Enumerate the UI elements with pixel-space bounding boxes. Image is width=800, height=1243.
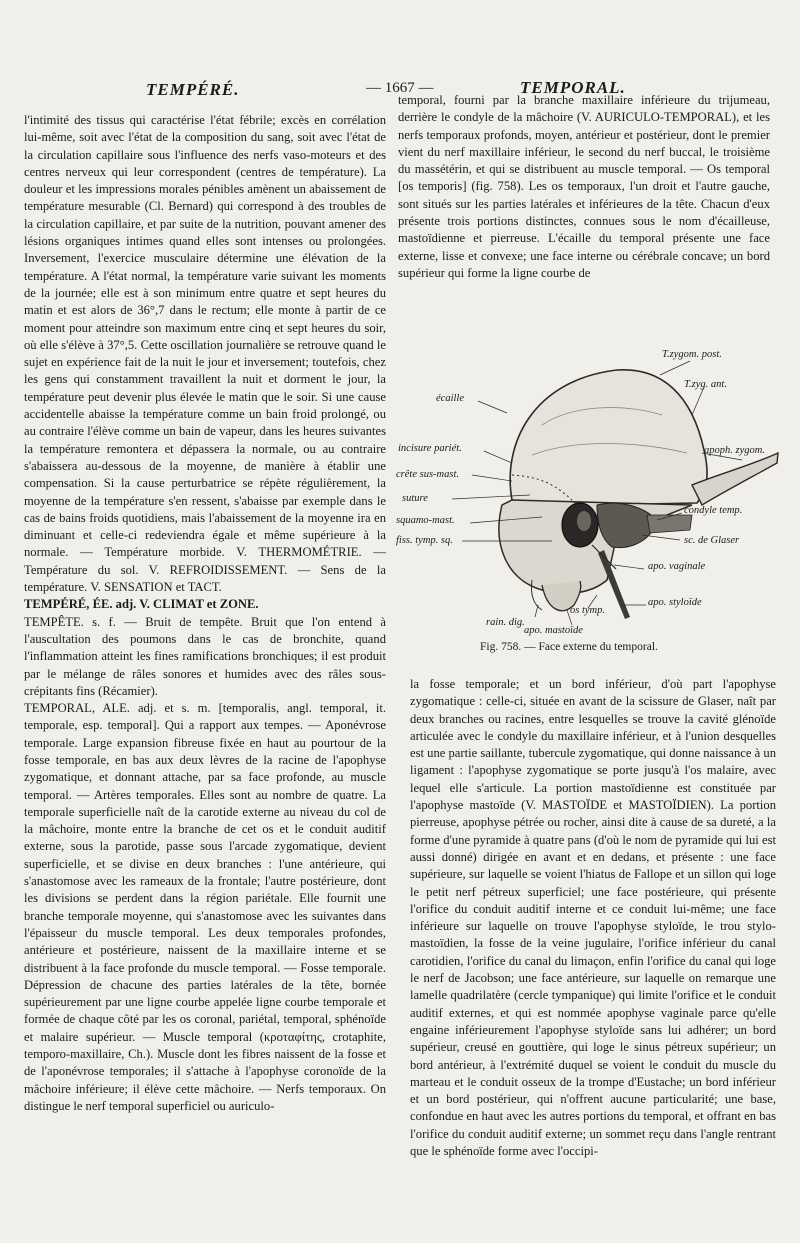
label-ecaille: écaille <box>436 393 464 404</box>
label-apoph-zygom: apoph. zygom. <box>704 445 765 456</box>
paragraph-fosse-temporale: la fosse temporale; et un bord inférieur, d'où part l'apophyse zygomatique : celle-ci, située en avant de la scissure de Glaser, naît par deux branches ou racines, entre lesquelles se trouve la cavité glénoïde articulée avec le condyle du maxillaire inférieur, et à l'union desquelles est une partie saillante, tubercule zygomatique, qui donne naissance à un ligament : l'apophyse zygomatique se porte jusqu'à l'os malaire, avec lequel elle s'articule. La portion mastoïdienne est constituée par l'apophyse mastoïde (V. MASTOÏDE et MASTOÏDIEN). La portion pierreuse, apophyse pétrée ou rocher, ainsi dite à cause de sa dureté, a la forme d'une pyramide à quatre pans (d'où le nom de pyramide qui lui est aussi donné) dirigée en avant et en dedans, et présente : une face supérieure, sur laquelle se voient l'hiatus de Fallope et un sillon qui loge le petit nerf pétreux superficiel; une face postérieure, qui présente l'orifice du conduit auditif interne et ce conduit lui-même; une face inférieure sur laquelle on trouve l'apophyse styloïde, le trou stylo-mastoïdien, la fosse de la veine jugulaire, l'orifice inférieur du canal carotidien, l'orifice du canal du limaçon, enfin l'orifice du canal qui loge le nerf de Jacobson; une face antérieure, sur laquelle on remarque une lamelle quadrilatère (cercle tympanique) qui limite l'orifice et le conduit auditif externes, et qui est nommée apophyse vaginale parce qu'elle engaine inférieurement l'apophyse styloïde sans lui adhérer; un bord supérieur, creusé en gouttière, qui loge le sinus pétreux supérieur; un bord antérieur, à l'extrémité duquel se voient le conduit du muscle du marteau et le conduit osseux de la trompe d'Eustache; un bord inférieur et un bord postérieur, qui n'offrent aucune particularité; une base, confondue en haut avec les autres portions du temporal, et offrant en bas l'orifice du conduit auditif externe; un sommet reçu dans l'angle rentrant que le sphénoïde forme avec l'occipi- <box>410 677 776 1159</box>
label-styloide: apo. styloïde <box>648 597 702 608</box>
right-column-bottom <box>410 676 776 1236</box>
label-mastoide: apo. mastoïde <box>524 625 583 636</box>
label-suture: suture <box>402 493 428 504</box>
header-right-word: TEMPORAL. <box>520 78 626 97</box>
paragraph-os-temporal: temporal, fourni par la branche maxillaire inférieure du trijumeau, derrière le condyle de la mâchoire (V. AURICULO-TEMPORAL), et les nerfs temporaux profonds, moyen, antérieur et postérieur, dont le premier vient du nerf maxillaire inférieur, le second du nerf buccal, le troisième du massétérin, et qui se distribuent au muscle temporal. — Os temporal [os temporis] (fig. 758). Les os temporaux, l'un droit et l'autre gauche, sont situés sur les parties latérales et inférieures de la tête. Chacun d'eux présente trois portions distinctes, connues sous le nom d'écailleuse, mastoïdienne et pierreuse. L'écaille du temporal présente une face externe, lisse et convexe; une face interne ou cérébrale concave; un bord supérieur qui forme la ligne courbe de <box>398 93 770 280</box>
label-squamo: squamo-mast. <box>396 515 455 526</box>
label-zyg-ant: T.zyg. ant. <box>684 379 727 390</box>
left-column <box>24 112 386 1230</box>
header-left-word: TEMPÉRÉ. <box>146 80 240 99</box>
right-column-top <box>398 92 770 350</box>
paragraph-temperature-end: l'intimité des tissus qui caractérise l'état fébrile; excès en corrélation lui-même, soit avec l'état de la composition du sang, soit avec l'état de la circulation capillaire sous l'influence des nerfs vaso-moteurs et des centres nerveux qui leur correspondent (centres de température). La douleur et les impressions morales pénibles amènent un abaissement de température mesurable (Cl. Bernard) qui correspond à des troubles de la circulation capillaire, et par suite de la nutrition, pouvant amener des lésions organiques intimes quand elles sont intenses ou prolongées. Inversement, l'exercice musculaire détermine une élévation de la température. A l'état normal, la température varie suivant les moments de la journée; elle est à son minimum entre quatre et sept heures du matin et est alors de 36°,7 dans le rectum; elle monte à partir de ce moment pour atteindre son maximum entre cinq et sept heures du soir, où elle s'élève à 37°,5. Cette oscillation journalière se retrouve quand le sujet en expérience fait de la nuit le jour et inversement; toutefois, chez les gens qui constamment travaillent la nuit et dorment le jour, la température peut devenir plus élevée le matin que le soir. Si une cause accidentelle abaisse la température comme un bain froid prolongé, ou au contraire l'élève comme un bain de vapeur, dans les heures suivantes la température remontera et dépassera la normale, ou au contraire s'abaissera au-dessous de la moyenne, de manière à établir une compensation. Si la cause perturbatrice se répète régulièrement, la moyenne de la température s'en ressent, s'abaisse par exemple dans le cas de bains froids quotidiens, mais l'abaissement de la moyenne ira en diminuant et celle-ci redeviendra égale et même supérieure à la normale. — Température morbide. V. THERMOMÉTRIE. — Température du sol. V. REFROIDISSEMENT. — Sens de la température. V. SENSATION et TACT. <box>24 113 386 595</box>
entry-temporal: TEMPORAL, ALE. adj. et s. m. [temporalis, angl. temporal, it. temporale, esp. temporal]. Qui a rapport aux tempes. — Aponévrose temporale. Large expansion fibreuse fixée en haut au pourtour de la fosse temporale, en bas aux deux lèvres de la racine de l'apophyse zygomatique, et donnant attache, par sa face profonde, au muscle temporal. — Artères temporales. Elles sont au nombre de quatre. La temporale superficielle naît de la carotide externe au niveau du col de la mâchoire, monte entre la branche de cet os et le conduit auditif externe, sous la parotide, passe sous l'arcade zygomatique, devient superficielle, et se divise en deux branches : l'une antérieure, qui s'anastomose avec les rameaux de la frontale; l'autre postérieure, dont les divisions se perdent dans la région pariétale. Elle fournit une branche temporale moyenne, qui s'anastomose avec les suivantes dans l'épaisseur du muscle temporal. Les deux temporales profondes, antérieure et postérieure, naissent de la maxillaire interne et se distribuent à la face profonde du muscle temporal. — Fosse temporale. Dépression de chacune des parties latérales de la tête, bornée supérieurement par une ligne courbe appelée ligne courbe temporale et formée de chaque côté par les os coronal, pariétal, temporal, sphénoïde et malaire supérieur. — Muscle temporal (κροταφίτης, crotaphite, temporo-maxillaire, Ch.). Muscle dont les fibres naissent de la fosse et de l'aponévrose temporales; il s'attache à l'apophyse coronoïde de la mâchoire inférieure; il élève cette mâchoire. — Nerfs temporaux. On distingue le nerf temporal superficiel ou auriculo- <box>24 701 386 1113</box>
label-rain-dig: rain. dig. <box>486 617 525 628</box>
label-scissure: sc. de Glaser <box>684 535 740 546</box>
label-vaginale: apo. vaginale <box>648 561 706 572</box>
label-condyle: condyle temp. <box>684 505 743 516</box>
label-fiss: fiss. tymp. sq. <box>396 535 453 546</box>
figure-caption: Fig. 758. — Face externe du temporal. <box>480 641 658 653</box>
entry-tempete: TEMPÊTE. s. f. — Bruit de tempête. Bruit que l'on entend à l'auscultation des poumons dans le cas de bronchite, quand l'inflammation atteint les fines ramifications bronchiques; il est produit par le mélange de râles sonores et humides avec des râles sous-crépitants fins (Récamier). <box>24 614 386 698</box>
figure-758 <box>392 349 780 655</box>
page-number: — 1667 — <box>366 80 434 96</box>
label-incisure: incisure pariét. <box>398 443 462 454</box>
label-zygom-post: T.zygom. post. <box>662 349 722 360</box>
label-os-tymp: os tymp. <box>570 605 605 616</box>
entry-tempere: TEMPÉRÉ, ÉE. adj. V. CLIMAT et ZONE. <box>24 597 259 612</box>
label-crete: crête sus-mast. <box>396 469 459 480</box>
